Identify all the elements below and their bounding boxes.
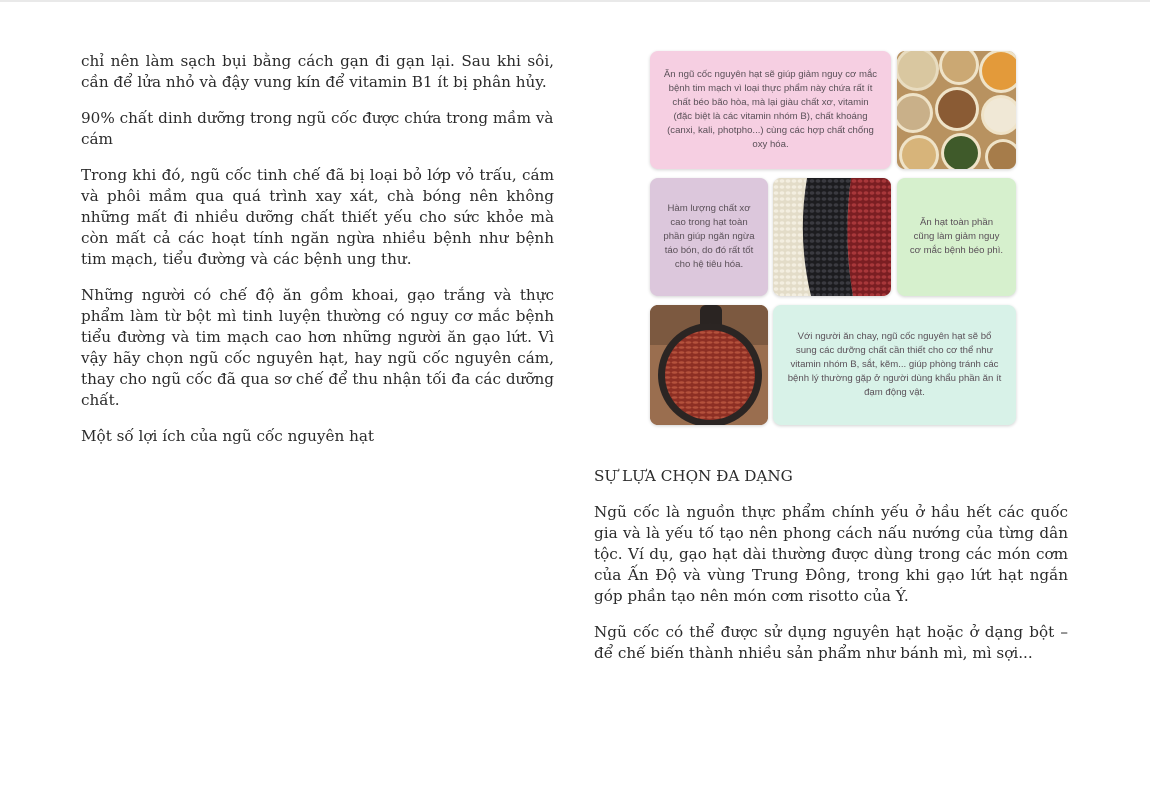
paragraph: Ngũ cốc là nguồn thực phẩm chính yếu ở hầu hết các quốc gia và là yếu tố tạo nên phong cách nấu nướng của từng dân tộc. Ví dụ, gạo hạt dài thường được dùng trong các món cơm của Ấn Độ và vùng Trung Đông, trong khi gạo lứt hạt ngắn góp phần tạo nên món cơm risotto của Ý. <box>594 503 1068 605</box>
left-text-column <box>81 51 554 462</box>
paragraph: Ngũ cốc có thể được sử dụng nguyên hạt hoặc ở dạng bột – để chế biến thành nhiều sản phẩm như bánh mì, mì sợi... <box>594 623 1068 662</box>
benefit-digestion-text: Hàm lượng chất xơ cao trong hạt toàn phần giúp ngăn ngừa táo bón, do đó rất tốt cho hệ tiêu hóa. <box>663 203 755 270</box>
benefit-vegetarian-text: Với người ăn chay, ngũ cốc nguyên hạt sẽ bổ sung các dưỡng chất cần thiết cho cơ thể như vitamin nhóm B, sắt, kẽm... giúp phòng tránh các bệnh lý thường gặp ở người dùng khẩu phần ăn ít đạm động vật. <box>787 331 1002 398</box>
paragraph: Một số lợi ích của ngũ cốc nguyên hạt <box>81 427 375 445</box>
grain-benefits-infographic <box>650 51 1016 425</box>
red-rice-skillet-image <box>650 305 768 425</box>
paragraph: chỉ nên làm sạch bụi bằng cách gạn đi gạn lại. Sau khi sôi, cần để lửa nhỏ và đậy vung kín để vitamin B1 ít bị phân hủy. <box>81 52 554 91</box>
paragraph: Trong khi đó, ngũ cốc tinh chế đã bị loại bỏ lớp vỏ trấu, cám và phôi mầm qua quá trình xay xát, chà bóng nên không những mất đi nhiều dưỡng chất thiết yếu cho sức khỏe mà còn mất cả các hoạt tính ngăn ngừa nhiều bệnh như bệnh tim mạch, tiểu đường và các bệnh ung thư. <box>81 166 554 268</box>
benefit-heart-box <box>650 51 891 169</box>
paragraph: 90% chất dinh dưỡng trong ngũ cốc được chứa trong mầm và cám <box>81 109 554 148</box>
paragraph: Những người có chế độ ăn gồm khoai, gạo trắng và thực phẩm làm từ bột mì tinh luyện thường có nguy cơ mắc bệnh tiểu đường và tim mạch cao hơn những người ăn gạo lứt. Vì vậy hãy chọn ngũ cốc nguyên hạt, hay ngũ cốc nguyên cám, thay cho ngũ cốc đã qua sơ chế để thu nhận tối đa các dưỡng chất. <box>81 286 554 409</box>
benefit-digestion-box <box>650 178 768 296</box>
right-text-column <box>594 466 1068 679</box>
top-border <box>0 0 1150 2</box>
mixed-beans-image <box>773 178 891 296</box>
grain-bowls-image <box>897 51 1016 169</box>
benefit-obesity-text: Ăn hạt toàn phần cũng làm giảm nguy cơ mắc bệnh béo phì. <box>909 217 1004 256</box>
benefit-vegetarian-box <box>773 305 1016 425</box>
benefit-obesity-box <box>897 178 1016 296</box>
section-heading: SỰ LỰA CHỌN ĐA DẠNG <box>594 467 793 485</box>
benefit-heart-text: Ăn ngũ cốc nguyên hạt sẽ giúp giảm nguy cơ mắc bệnh tim mạch vì loại thực phẩm này chứa rất ít chất béo bão hòa, mà lại giàu chất xơ, vitamin (đặc biệt là các vitamin nhóm B), chất khoáng (canxi, kali, photpho...) cùng các hợp chất chống oxy hóa. <box>663 69 878 150</box>
